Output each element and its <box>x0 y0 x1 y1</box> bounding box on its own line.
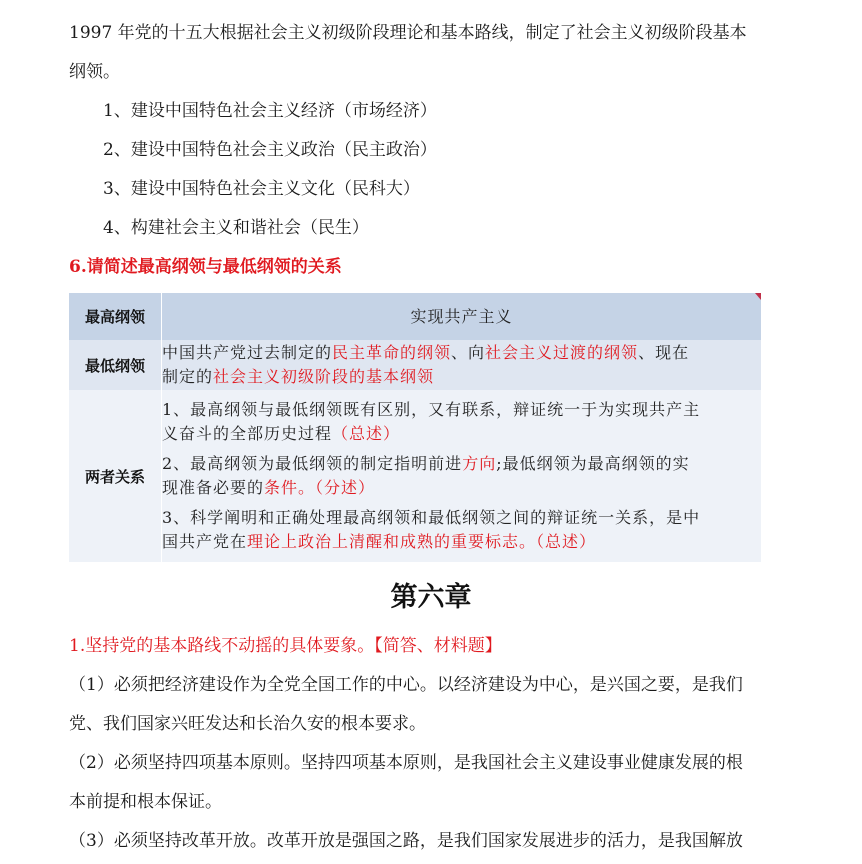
value-max-program: 实现共产主义 <box>162 293 762 340</box>
label-max-program: 最高纲领 <box>69 293 162 340</box>
point-1-line-1: （1）必须把经济建设作为全党全国工作的中心。以经济建设为中心，是兴国之要，是我们 <box>69 675 743 695</box>
value-min-program: 中国共产党过去制定的民主革命的纲领、向社会主义过渡的纲领、现在 制定的社会主义初级阶段的基本纲领 <box>162 340 762 390</box>
program-item-1: 1、建设中国特色社会主义经济（市场经济） <box>103 101 437 121</box>
program-comparison-table <box>69 293 761 562</box>
corner-marker <box>755 293 761 300</box>
point-2-line-2: 本前提和根本保证。 <box>69 792 222 812</box>
value-relationship: 1、最高纲领与最低纲领既有区别，又有联系，辩证统一于为实现共产主 义奋斗的全部历史过程（总述） 2、最高纲领为最低纲领的制定指明前进方向;最低纲领为最高纲领的实 现准备必要的条件。（分述） 3、科学阐明和正确处理最高纲领和最低纲领之间的辩证统一关系，是中 国共产党在理论上政治上清醒和成熟的重要标志。（总述） <box>162 390 762 562</box>
table-row <box>69 293 761 340</box>
label-relationship: 两者关系 <box>69 390 162 562</box>
point-2-line-1: （2）必须坚持四项基本原则。坚持四项基本原则，是我国社会主义建设事业健康发展的根 <box>69 753 743 773</box>
point-1-line-2: 党、我们国家兴旺发达和长治久安的根本要求。 <box>69 714 426 734</box>
chapter-title: 第六章 <box>390 582 472 613</box>
intro-line-1: 1997 年党的十五大根据社会主义初级阶段理论和基本路线，制定了社会主义初级阶段基本 <box>69 23 747 43</box>
table-row <box>69 340 761 390</box>
point-3-line-1: （3）必须坚持改革开放。改革开放是强国之路，是我们国家发展进步的活力，是我国解放 <box>69 831 743 851</box>
program-item-3: 3、建设中国特色社会主义文化（民科大） <box>103 179 420 199</box>
table-row <box>69 390 761 562</box>
label-min-program: 最低纲领 <box>69 340 162 390</box>
intro-line-2: 纲领。 <box>69 62 120 82</box>
q6-heading: 6.请简述最高纲领与最低纲领的关系 <box>69 257 342 277</box>
program-item-4: 4、构建社会主义和谐社会（民生） <box>103 218 369 238</box>
program-item-2: 2、建设中国特色社会主义政治（民主政治） <box>103 140 437 160</box>
q1-heading: 1.坚持党的基本路线不动摇的具体要象。【简答、材料题】 <box>69 636 502 656</box>
